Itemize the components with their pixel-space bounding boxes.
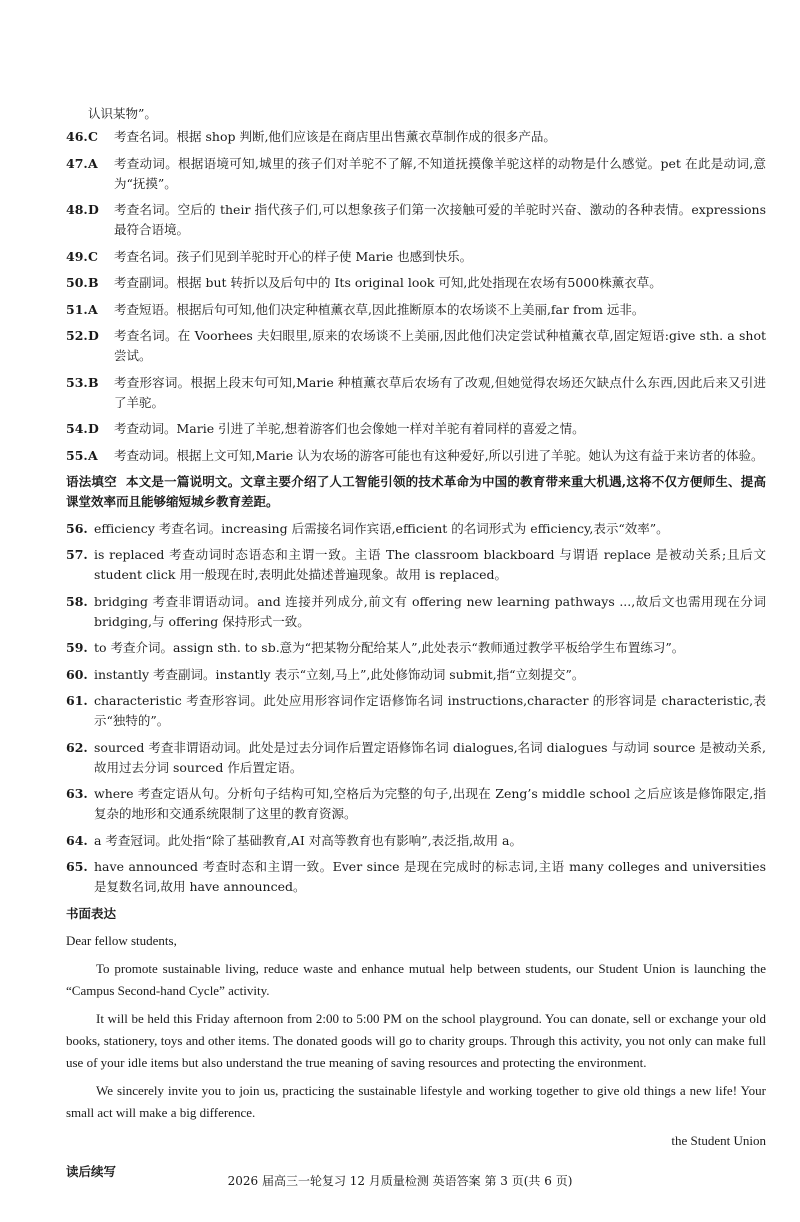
sample-essay [66, 930, 766, 1152]
answer-item-58 [66, 592, 766, 632]
answer-item-55 [66, 446, 766, 466]
item-explanation: instantly 考查副词。instantly 表示“立刻,马上”,此处修饰动词 submit,指“立刻提交”。 [94, 666, 585, 682]
item-explanation: is replaced 考查动词时态语态和主谓一致。主语 The classroom blackboard 与谓语 replace 是被动关系;且后文 student click 用一般现在时,表明此处描述普遍现象。故用 is replaced。 [94, 547, 766, 582]
item-number: 59. [66, 640, 88, 655]
answer-item-48 [66, 200, 766, 240]
item-number: 50. [66, 275, 88, 290]
item-number: 49. [66, 248, 88, 264]
item-explanation: 考查名词。根据 shop 判断,他们应该是在商店里出售薰衣草制作成的很多产品。 [114, 129, 556, 144]
item-answer: A [88, 155, 98, 171]
item-explanation: 考查动词。根据上文可知,Marie 认为农场的游客可能也有这种爱好,所以引进了羊驼。她认为这有益于来访者的体验。 [114, 447, 764, 463]
item-number: 54. [66, 421, 88, 436]
item-number: 61. [66, 693, 88, 708]
item-explanation: bridging 考查非谓语动词。and 连接并列成分,前文有 offering new learning pathways ...,故后文也需用现在分词 bridging,与 offering 保持形式一致。 [94, 593, 766, 629]
answer-item-47 [66, 154, 766, 194]
answer-list [66, 127, 766, 1188]
answer-item-50 [66, 273, 766, 293]
item-explanation: 考查副词。根据 but 转折以及后句中的 Its original look 可知,此处指现在农场有5000株薰衣草。 [114, 275, 662, 290]
item-answer: B [88, 374, 99, 390]
answer-item-52 [66, 326, 766, 366]
answer-item-46 [66, 127, 766, 147]
continued-text: 认识某物”。 [88, 106, 157, 121]
answer-item-59 [66, 638, 766, 658]
item-number: 57. [66, 547, 88, 562]
item-number: 51. [66, 301, 88, 317]
answer-item-54 [66, 419, 766, 439]
item-number: 58. [66, 593, 88, 609]
item-number: 46. [66, 129, 88, 144]
grammar-fill-summary [66, 472, 766, 512]
item-number: 64. [66, 832, 88, 848]
writing-heading: 书面表达 [66, 905, 117, 921]
item-number: 65. [66, 859, 88, 874]
answer-item-63 [66, 784, 766, 824]
continuation-writing-heading: 读后续写 [66, 1163, 117, 1179]
item-number: 48. [66, 202, 88, 217]
item-number: 60. [66, 666, 88, 682]
item-explanation: 考查动词。根据语境可知,城里的孩子们对羊驼不了解,不知道抚摸像羊驼这样的动物是什么感觉。pet 在此是动词,意为“抚摸”。 [114, 155, 766, 191]
item-answer: D [88, 202, 99, 217]
essay-paragraph-3: We sincerely invite you to join us, practicing the sustainable lifestyle and working together to give old things a new life! Your small act will make a big difference. [66, 1082, 766, 1120]
item-answer: C [88, 248, 98, 264]
item-number: 63. [66, 786, 88, 801]
item-explanation: sourced 考查非谓语动词。此处是过去分词作后置定语修饰名词 dialogues,名词 dialogues 与动词 source 是被动关系,故用过去分词 sourced 作后置定语。 [94, 739, 766, 775]
essay-salutation: Dear fellow students, [66, 932, 177, 948]
item-explanation: to 考查介词。assign sth. to sb.意为“把某物分配给某人”,此处表示“教师通过教学平板给学生布置练习”。 [94, 640, 685, 655]
answer-item-65 [66, 857, 766, 897]
item-explanation: characteristic 考查形容词。此处应用形容词作定语修饰名词 instructions,character 的形容词是 characteristic,表示“独特的”。 [94, 693, 766, 728]
item-explanation: 考查动词。Marie 引进了羊驼,想着游客们也会像她一样对羊驼有着同样的喜爱之情。 [114, 421, 585, 436]
answer-item-64 [66, 831, 766, 851]
section-heading: 语法填空 [66, 474, 117, 489]
item-explanation: efficiency 考查名词。increasing 后需接名词作宾语,efficient 的名词形式为 efficiency,表示“效率”。 [94, 520, 669, 536]
item-answer: D [88, 328, 99, 343]
item-explanation: a 考查冠词。此处指“除了基础教育,AI 对高等教育也有影响”,表泛指,故用 a。 [94, 832, 522, 848]
item-answer: C [88, 129, 98, 144]
item-explanation: where 考查定语从句。分析句子结构可知,空格后为完整的句子,出现在 Zeng’s middle school 之后应该是修饰限定,指复杂的地形和交通系统限制了这里的教育资源。 [94, 786, 766, 821]
answer-item-61 [66, 691, 766, 731]
item-explanation: 考查形容词。根据上段末句可知,Marie 种植薰衣草后农场有了改观,但她觉得农场还欠缺点什么东西,因此后来又引进了羊驼。 [114, 374, 766, 410]
item-number: 62. [66, 739, 88, 755]
item-answer: A [88, 301, 98, 317]
answer-item-57 [66, 545, 766, 585]
item-number: 56. [66, 520, 88, 536]
section-summary: 本文是一篇说明文。文章主要介绍了人工智能引领的技术革命为中国的教育带来重大机遇,这将不仅方便师生、提高课堂效率而且能够缩短城乡教育差距。 [66, 474, 766, 509]
item-answer: B [88, 275, 99, 290]
answer-item-56 [66, 519, 766, 539]
item-answer: A [88, 447, 98, 463]
answer-item-53 [66, 373, 766, 413]
essay-paragraph-1: To promote sustainable living, reduce waste and enhance mutual help between students, our Student Union is launching the “Campus Second-hand Cycle” activity. [66, 960, 766, 998]
item-number: 52. [66, 328, 88, 343]
item-explanation: 考查名词。在 Voorhees 夫妇眼里,原来的农场谈不上美丽,因此他们决定尝试种植薰衣草,固定短语:give sth. a shot 尝试。 [114, 328, 766, 363]
item-number: 53. [66, 374, 88, 390]
answer-item-62 [66, 738, 766, 778]
item-answer: D [88, 421, 99, 436]
item-number: 47. [66, 155, 88, 171]
answer-item-60 [66, 665, 766, 685]
item-explanation: 考查名词。孩子们见到羊驼时开心的样子使 Marie 也感到快乐。 [114, 248, 473, 264]
answer-item-51 [66, 300, 766, 320]
item-explanation: 考查短语。根据后句可知,他们决定种植薰衣草,因此推断原本的农场谈不上美丽,far from 远非。 [114, 301, 645, 317]
item-number: 55. [66, 447, 88, 463]
item-explanation: 考查名词。空后的 their 指代孩子们,可以想象孩子们第一次接触可爱的羊驼时兴奋、激动的各种表情。expressions 最符合语境。 [114, 202, 766, 237]
essay-signature: the Student Union [671, 1132, 766, 1148]
page-footer: 2026 届高三一轮复习 12 月质量检测 英语答案 第 3 页(共 6 页) [227, 1174, 573, 1188]
answer-item-49 [66, 247, 766, 267]
essay-paragraph-2: It will be held this Friday afternoon from 2:00 to 5:00 PM on the school playground. You can donate, sell or exchange your old books, stationery, toys and other items. The donated goods will go to charity groups. Through this activity, you not only can make full use of your idle items but also understand the true meaning of saving resources and protecting the environment. [66, 1010, 766, 1070]
item-explanation: have announced 考查时态和主谓一致。Ever since 是现在完成时的标志词,主语 many colleges and universities 是复数名词,故用 have announced。 [94, 859, 766, 894]
